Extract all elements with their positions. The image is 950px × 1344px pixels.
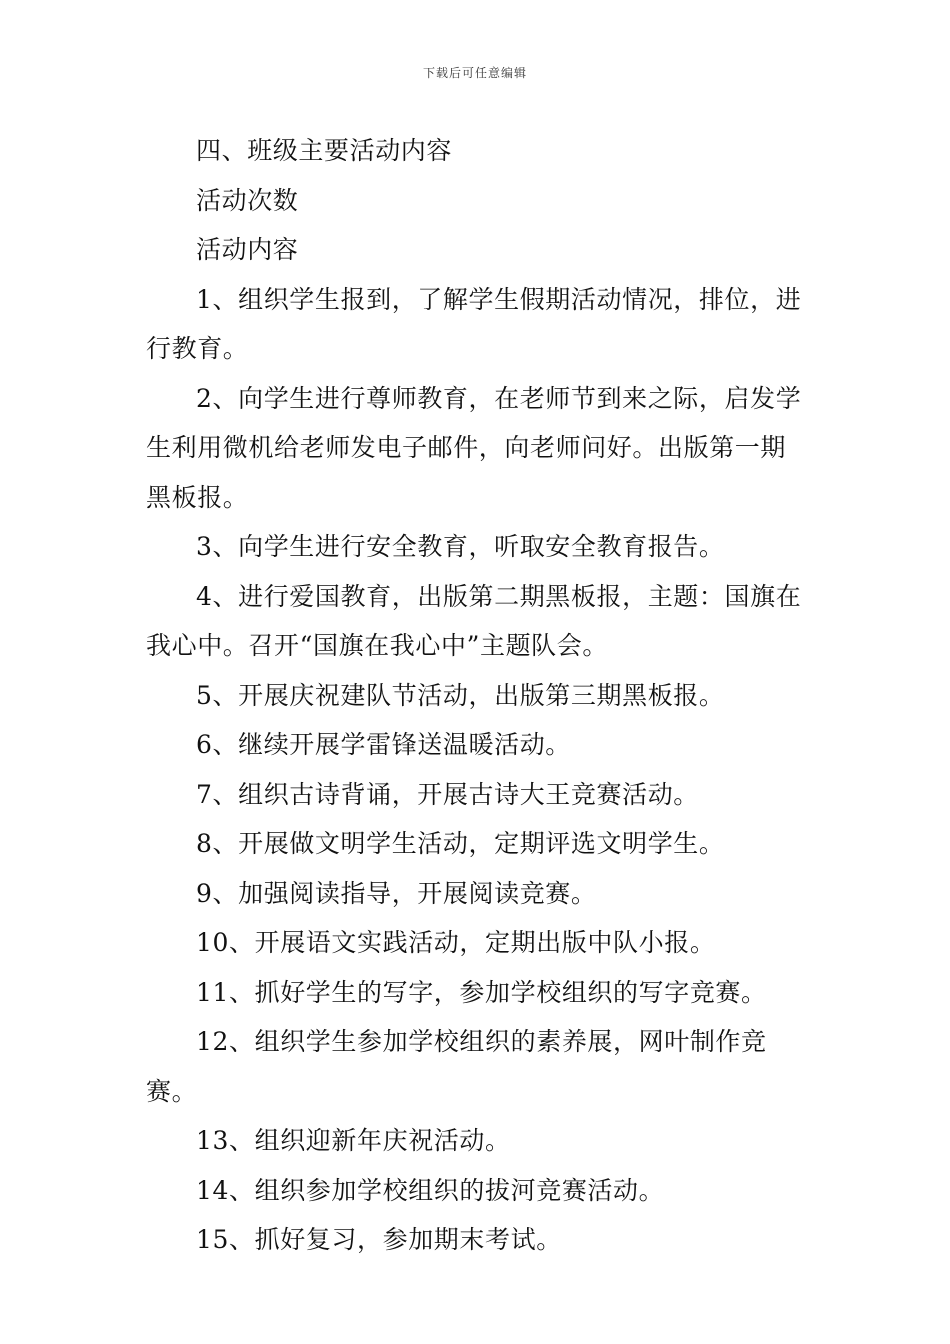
activity-item-2: 2、向学生进行尊师教育，在老师节到来之际，启发学生利用微机给老师发电子邮件，向老师问好。出版第一期黑板报。 (146, 383, 802, 512)
activity-item-8: 8、开展做文明学生活动，定期评选文明学生。 (196, 829, 725, 858)
document-body (146, 126, 810, 1265)
activity-item-7: 7、组织古诗背诵，开展古诗大王竞赛活动。 (196, 779, 699, 809)
section-title: 四、班级主要活动内容 (196, 136, 453, 165)
activity-item-5: 5、开展庆祝建队节活动，出版第三期黑板报。 (196, 680, 725, 710)
activity-item-13: 13、组织迎新年庆祝活动。 (196, 1126, 511, 1155)
activity-item-3: 3、向学生进行安全教育，听取安全教育报告。 (196, 532, 725, 561)
activity-item-14: 14、组织参加学校组织的拔河竞赛活动。 (196, 1175, 665, 1205)
activity-item-4: 4、进行爱国教育，出版第二期黑板报，主题：国旗在我心中。召开“国旗在我心中”主题队会。 (146, 581, 802, 660)
activity-item-1: 1、组织学生报到，了解学生假期活动情况，排位，进行教育。 (146, 284, 802, 363)
activity-item-6: 6、继续开展学雷锋送温暖活动。 (196, 730, 571, 759)
activity-item-10: 10、开展语文实践活动，定期出版中队小报。 (196, 928, 716, 957)
activity-item-11: 11、抓好学生的写字，参加学校组织的写字竞赛。 (196, 977, 767, 1007)
activity-item-15: 15、抓好复习，参加期末考试。 (196, 1225, 562, 1254)
activity-item-12: 12、组织学生参加学校组织的素养展，网叶制作竞赛。 (146, 1027, 767, 1106)
activity-content-label: 活动内容 (196, 235, 299, 264)
activity-item-9: 9、加强阅读指导，开展阅读竞赛。 (196, 878, 597, 908)
page-header-note: 下载后可任意编辑 (422, 66, 527, 80)
activity-count-label: 活动次数 (196, 185, 299, 215)
